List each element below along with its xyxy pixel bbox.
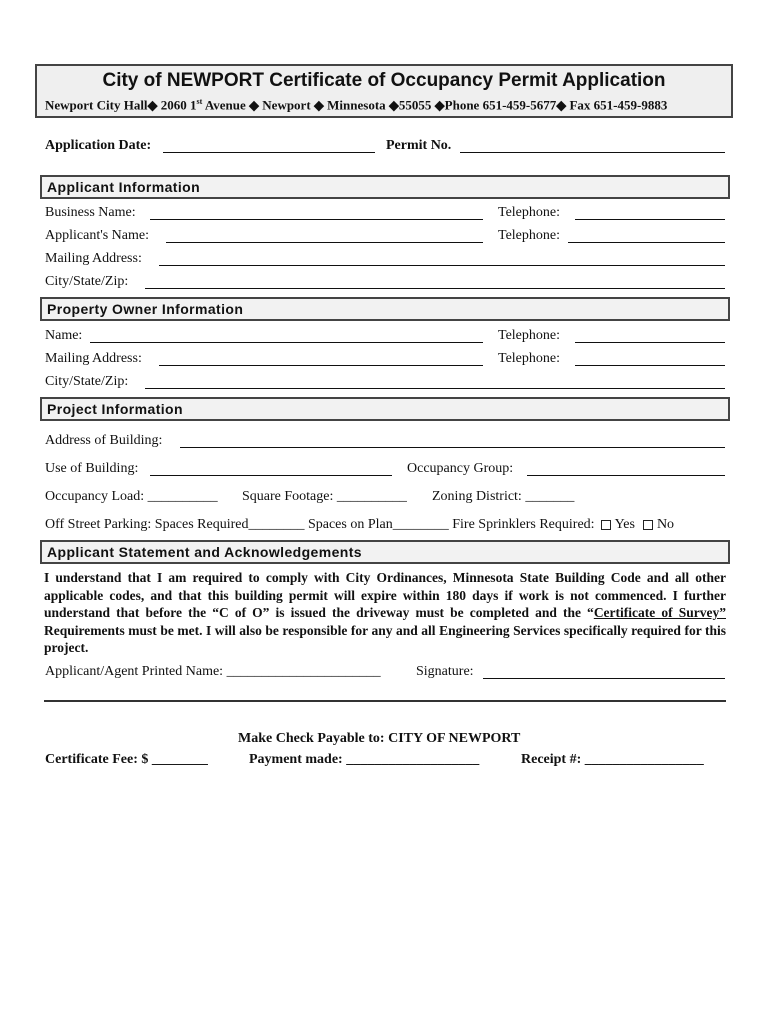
telephone-label: Telephone: [498, 328, 560, 343]
section-heading: Applicant Information [47, 179, 201, 195]
acknowledgement-paragraph [44, 569, 726, 657]
applicant-telephone-field[interactable] [568, 242, 725, 243]
city-state-zip-label: City/State/Zip: [45, 274, 129, 289]
section-applicant-statement [40, 540, 730, 564]
section-heading: Property Owner Information [47, 301, 244, 317]
permit-no-field[interactable] [460, 152, 725, 153]
address-of-building-field[interactable] [180, 447, 725, 448]
section-project-information [40, 397, 730, 421]
make-check-payable: Make Check Payable to: CITY OF NEWPORT [238, 731, 521, 746]
owner-telephone-field[interactable] [575, 342, 725, 343]
form-header [35, 64, 733, 118]
section-heading: Project Information [47, 401, 183, 417]
applicants-name-label: Applicant's Name: [45, 228, 149, 243]
yes-checkbox[interactable] [601, 520, 611, 530]
contact-line-end: Avenue ◆ Newport ◆ Minnesota ◆55055 ◆Phone 651-459-5677◆ Fax 651-459-9883 [202, 97, 668, 113]
section-property-owner-information [40, 297, 730, 321]
owner-city-state-zip-label: City/State/Zip: [45, 374, 129, 389]
owner-telephone-2-field[interactable] [575, 365, 725, 366]
telephone-label: Telephone: [498, 351, 560, 366]
occupancy-group-label: Occupancy Group: [407, 461, 514, 476]
payment-made-field[interactable]: Payment made: ___________________ [249, 752, 480, 767]
owner-mailing-address-field[interactable] [159, 365, 483, 366]
signature-field[interactable] [483, 678, 725, 679]
permit-no-label: Permit No. [386, 138, 452, 153]
telephone-label: Telephone: [498, 205, 560, 220]
business-telephone-field[interactable] [575, 219, 725, 220]
divider [44, 700, 726, 702]
applicant-mailing-address-field[interactable] [159, 265, 725, 266]
owner-mailing-address-label: Mailing Address: [45, 351, 142, 366]
zoning-district-field[interactable]: Zoning District: _______ [432, 489, 575, 504]
page-title: City of NEWPORT Certificate of Occupancy Permit Application [102, 70, 666, 91]
owner-name-label: Name: [45, 328, 83, 343]
application-date-label: Application Date: [45, 138, 152, 153]
section-heading: Applicant Statement and Acknowledgements [47, 544, 362, 560]
business-name-field[interactable] [150, 219, 483, 220]
application-date-field[interactable] [163, 152, 375, 153]
use-of-building-field[interactable] [150, 475, 392, 476]
occupancy-load-field[interactable]: Occupancy Load: __________ [45, 489, 218, 504]
contact-line [45, 97, 667, 113]
business-name-label: Business Name: [45, 205, 136, 220]
applicant-city-state-zip-field[interactable] [145, 288, 725, 289]
contact-line-start: Newport City Hall◆ 2060 1 [45, 97, 197, 113]
parking-sprinklers-row [45, 517, 674, 533]
no-label: No [656, 517, 675, 532]
certificate-fee-field[interactable]: Certificate Fee: $ ________ [45, 752, 208, 767]
no-checkbox[interactable] [643, 520, 653, 530]
receipt-field[interactable]: Receipt #: _________________ [521, 752, 704, 767]
certificate-of-survey-text: Certificate of Survey” [593, 605, 726, 621]
square-footage-field[interactable]: Square Footage: __________ [242, 489, 407, 504]
printed-name-field[interactable]: Applicant/Agent Printed Name: ______________________ [45, 664, 381, 679]
contact-superscript: st [196, 97, 203, 106]
owner-city-state-zip-field[interactable] [145, 388, 725, 389]
acknowledgement-text: I understand that I am required to comply with City Ordinances, Minnesota State Building Code and all other applicable codes, and that this building permit will expire within 180 days if work is not commenced. I further understand that before the “C of O” is issued the driveway must be completed and the “ [44, 570, 726, 621]
address-of-building-label: Address of Building: [45, 433, 163, 448]
parking-line-text[interactable]: Off Street Parking: Spaces Required________ Spaces on Plan________ Fire Sprinklers Required: [45, 517, 595, 532]
section-applicant-information [40, 175, 730, 199]
owner-name-field[interactable] [90, 342, 483, 343]
use-of-building-label: Use of Building: [45, 461, 139, 476]
signature-label: Signature: [416, 664, 474, 679]
mailing-address-label: Mailing Address: [45, 251, 142, 266]
telephone-label: Telephone: [498, 228, 560, 243]
yes-label: Yes [614, 517, 635, 532]
acknowledgement-text-end: Requirements must be met. I will also be responsible for any and all Engineering Services specifically required for this project. [44, 622, 726, 656]
occupancy-group-field[interactable] [527, 475, 725, 476]
applicants-name-field[interactable] [166, 242, 483, 243]
